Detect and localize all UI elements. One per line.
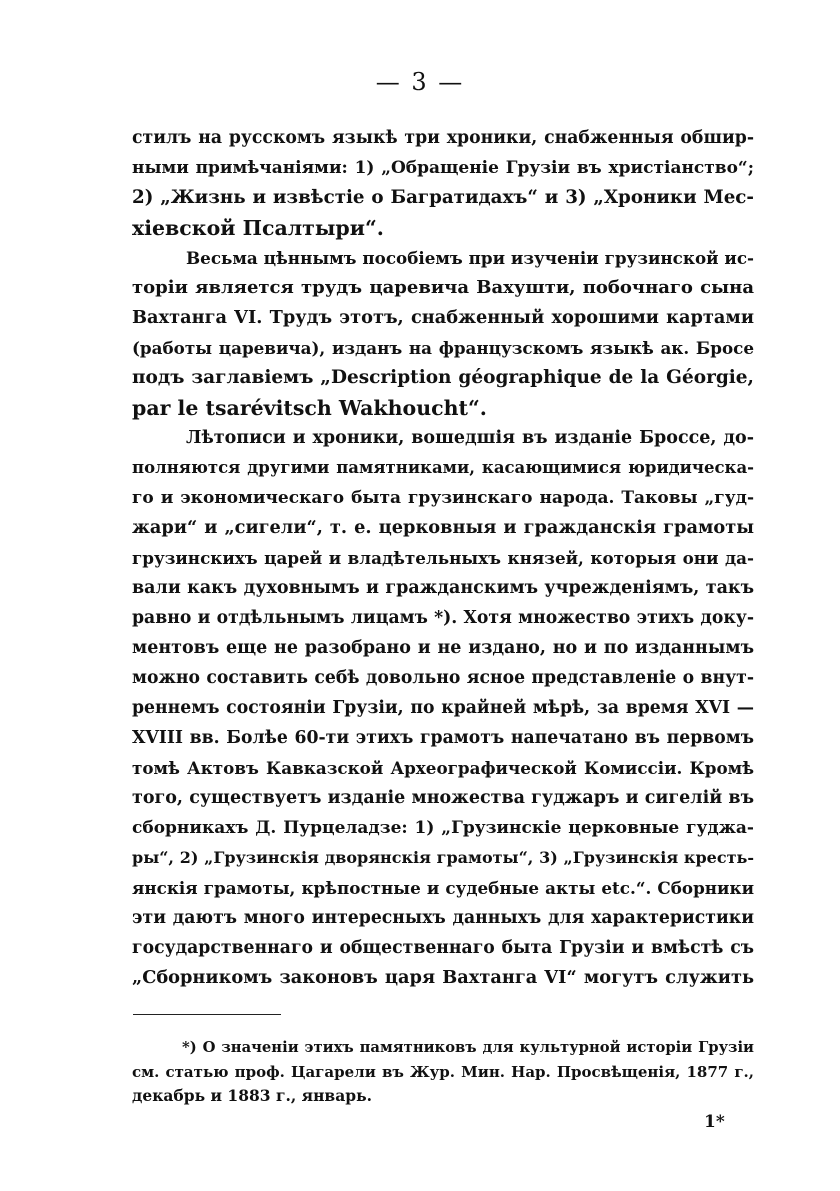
text-line: ментовъ еще не разобрано и не издано, но и по изданнымъ <box>132 638 754 658</box>
signature-mark: 1* <box>704 1112 725 1132</box>
paragraph-start-line: Весьма цѣннымъ пособіемъ при изученіи грузинской ис- <box>186 248 754 268</box>
footnote-line: *) О значеніи этихъ памятниковъ для культурной исторіи Грузіи <box>182 1039 754 1056</box>
text-line: (работы царевича), изданъ на французскомъ языкѣ ак. Бросе <box>132 338 754 358</box>
text-line: жари“ и „сигели“, т. е. церковныя и гражданскія грамоты <box>132 517 754 538</box>
text-line: подъ заглавіемъ „Description géographique de la Géorgie, <box>132 367 754 388</box>
text-line: реннемъ состояніи Грузіи, по крайней мѣрѣ, за время XVI — <box>132 698 754 718</box>
text-line: ными примѣчаніями: 1) „Обращеніе Грузіи въ христіанство“; <box>132 158 754 178</box>
text-line: ры“, 2) „Грузинскія дворянскія грамоты“, 3) „Грузинскія кресть- <box>132 848 754 867</box>
body-text <box>132 123 754 993</box>
footnote-line: декабрь и 1883 г., январь. <box>132 1086 373 1105</box>
text-line: полняются другими памятниками, касающимися юридическа- <box>132 458 754 477</box>
footnote <box>132 1036 754 1108</box>
text-line: равно и отдѣльнымъ лицамъ *). Хотя множество этихъ доку- <box>132 608 754 628</box>
text-line: можно составить себѣ довольно ясное представленіе о внут- <box>132 668 754 688</box>
text-line: грузинскихъ царей и владѣтельныхъ князей, которыя они да- <box>132 548 754 568</box>
text-line: торіи является трудъ царевича Вахушти, побочнаго сына <box>132 277 754 298</box>
footnote-line: см. статью проф. Цагарели въ Жур. Мин. Нар. Просвѣщенія, 1877 г., <box>132 1063 754 1081</box>
text-line: государственнаго и общественнаго быта Грузіи и вмѣстѣ съ <box>132 938 754 958</box>
text-line: 2) „Жизнь и извѣстіе о Багратидахъ“ и 3) „Хроники Мес- <box>132 187 754 208</box>
paragraph-start-line: Лѣтописи и хроники, вошедшія въ изданіе Броссе, до- <box>186 428 754 448</box>
text-line: го и экономическаго быта грузинскаго народа. Таковы „гуд- <box>132 488 754 508</box>
text-line: сборникахъ Д. Пурцеладзе: 1) „Грузинскіе церковные гуджа- <box>132 818 754 838</box>
text-line: того, существуетъ изданіе множества гуджаръ и сигелій въ <box>132 788 754 808</box>
text-line: „Сборникомъ законовъ царя Вахтанга VI“ могутъ служить <box>132 967 754 988</box>
text-line: томѣ Актовъ Кавказской Археографической Комиссіи. Кромѣ <box>132 758 754 778</box>
text-line: стилъ на русскомъ языкѣ три хроники, снабженныя обшир- <box>132 128 754 148</box>
text-line: янскія грамоты, крѣпостные и судебные акты etc.“. Сборники <box>132 878 754 898</box>
text-line: хіевской Псалтыри“. <box>132 216 384 240</box>
text-line: XVIII вв. Болѣе 60-ти этихъ грамотъ напечатано въ первомъ <box>132 728 754 748</box>
text-line: эти даютъ много интересныхъ данныхъ для характеристики <box>132 908 754 928</box>
text-line: par le tsarévitsch Wakhoucht“. <box>132 396 487 420</box>
text-line: вали какъ духовнымъ и гражданскимъ учрежденіямъ, такъ <box>132 578 754 598</box>
footnote-separator <box>133 1014 281 1015</box>
text-line: Вахтанга VI. Трудъ этотъ, снабженный хорошими картами <box>132 307 754 328</box>
page-number: — 3 — <box>375 68 465 96</box>
